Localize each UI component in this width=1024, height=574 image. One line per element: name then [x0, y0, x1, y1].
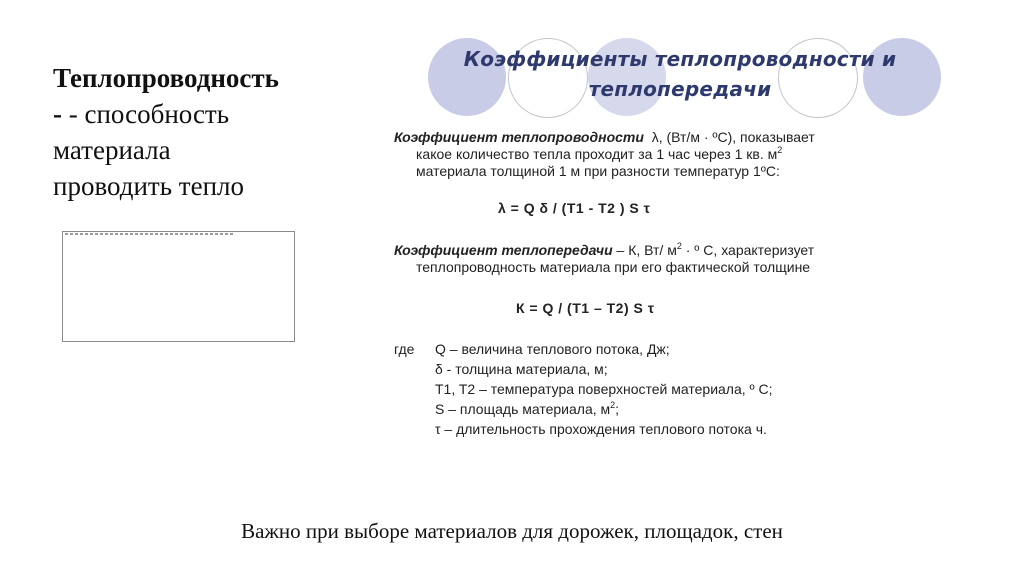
slide-title-line-1: Коэффициенты теплопроводности и: [463, 47, 897, 71]
term-transfer: Коэффициент теплопередачи: [394, 242, 613, 258]
embedded-slide: [380, 28, 980, 458]
where-item-delta: δ - толщина материала, м;: [435, 361, 608, 377]
paragraph-conductivity: [394, 129, 974, 180]
slide-title: [380, 44, 980, 104]
slide-title-line-2: теплопередачи: [588, 77, 772, 101]
formula-k: К = Q / (T1 – T2) S τ: [516, 300, 655, 316]
transfer-line-2: теплопроводность материала при его фактической толщине: [416, 259, 811, 275]
where-item-q: Q – величина теплового потока, Дж;: [435, 341, 670, 357]
formula-lambda: λ = Q δ / (T1 - T2 ) S τ: [498, 200, 651, 216]
conductivity-line-3: материала толщиной 1 м при разности температур 1ºС:: [416, 163, 780, 179]
where-item-s-text: S – площадь материала, м: [435, 401, 611, 417]
definition-line-2: материала: [53, 135, 171, 165]
conductivity-unit: λ, (Вт/м · ºС), показывает: [651, 129, 815, 145]
term-conductivity: Коэффициент теплопроводности: [394, 129, 644, 145]
paragraph-transfer: [394, 242, 974, 276]
sup-m2-transfer: 2: [676, 241, 682, 251]
definition-line-3: проводить тепло: [53, 171, 244, 201]
where-item-s-suffix: ;: [615, 401, 620, 417]
where-item-tau: τ – длительность прохождения теплового потока ч.: [435, 421, 767, 437]
definition-block: [53, 60, 353, 204]
where-label: где: [394, 341, 415, 357]
where-item-t: T1, T2 – температура поверхностей материала, º С;: [435, 381, 773, 397]
where-item-s: [435, 401, 619, 417]
sup-m2: 2: [777, 145, 783, 155]
definition-line-1: - - способность: [53, 99, 230, 129]
frame-tiny-caption: [65, 233, 235, 235]
definition-heading: Теплопроводность: [53, 63, 279, 93]
bottom-note: Важно при выборе материалов для дорожек, площадок, стен: [241, 519, 783, 543]
definition-text-1: - способность: [68, 99, 230, 129]
embedded-placeholder-frame: [62, 231, 295, 342]
sup-m2-s: 2: [610, 400, 616, 410]
transfer-unit-pre: – К, Вт/ м: [612, 242, 677, 258]
transfer-unit-post: · º С, характеризует: [681, 242, 815, 258]
conductivity-line-2: какое количество тепла проходит за 1 час через 1 кв. м: [416, 146, 778, 162]
